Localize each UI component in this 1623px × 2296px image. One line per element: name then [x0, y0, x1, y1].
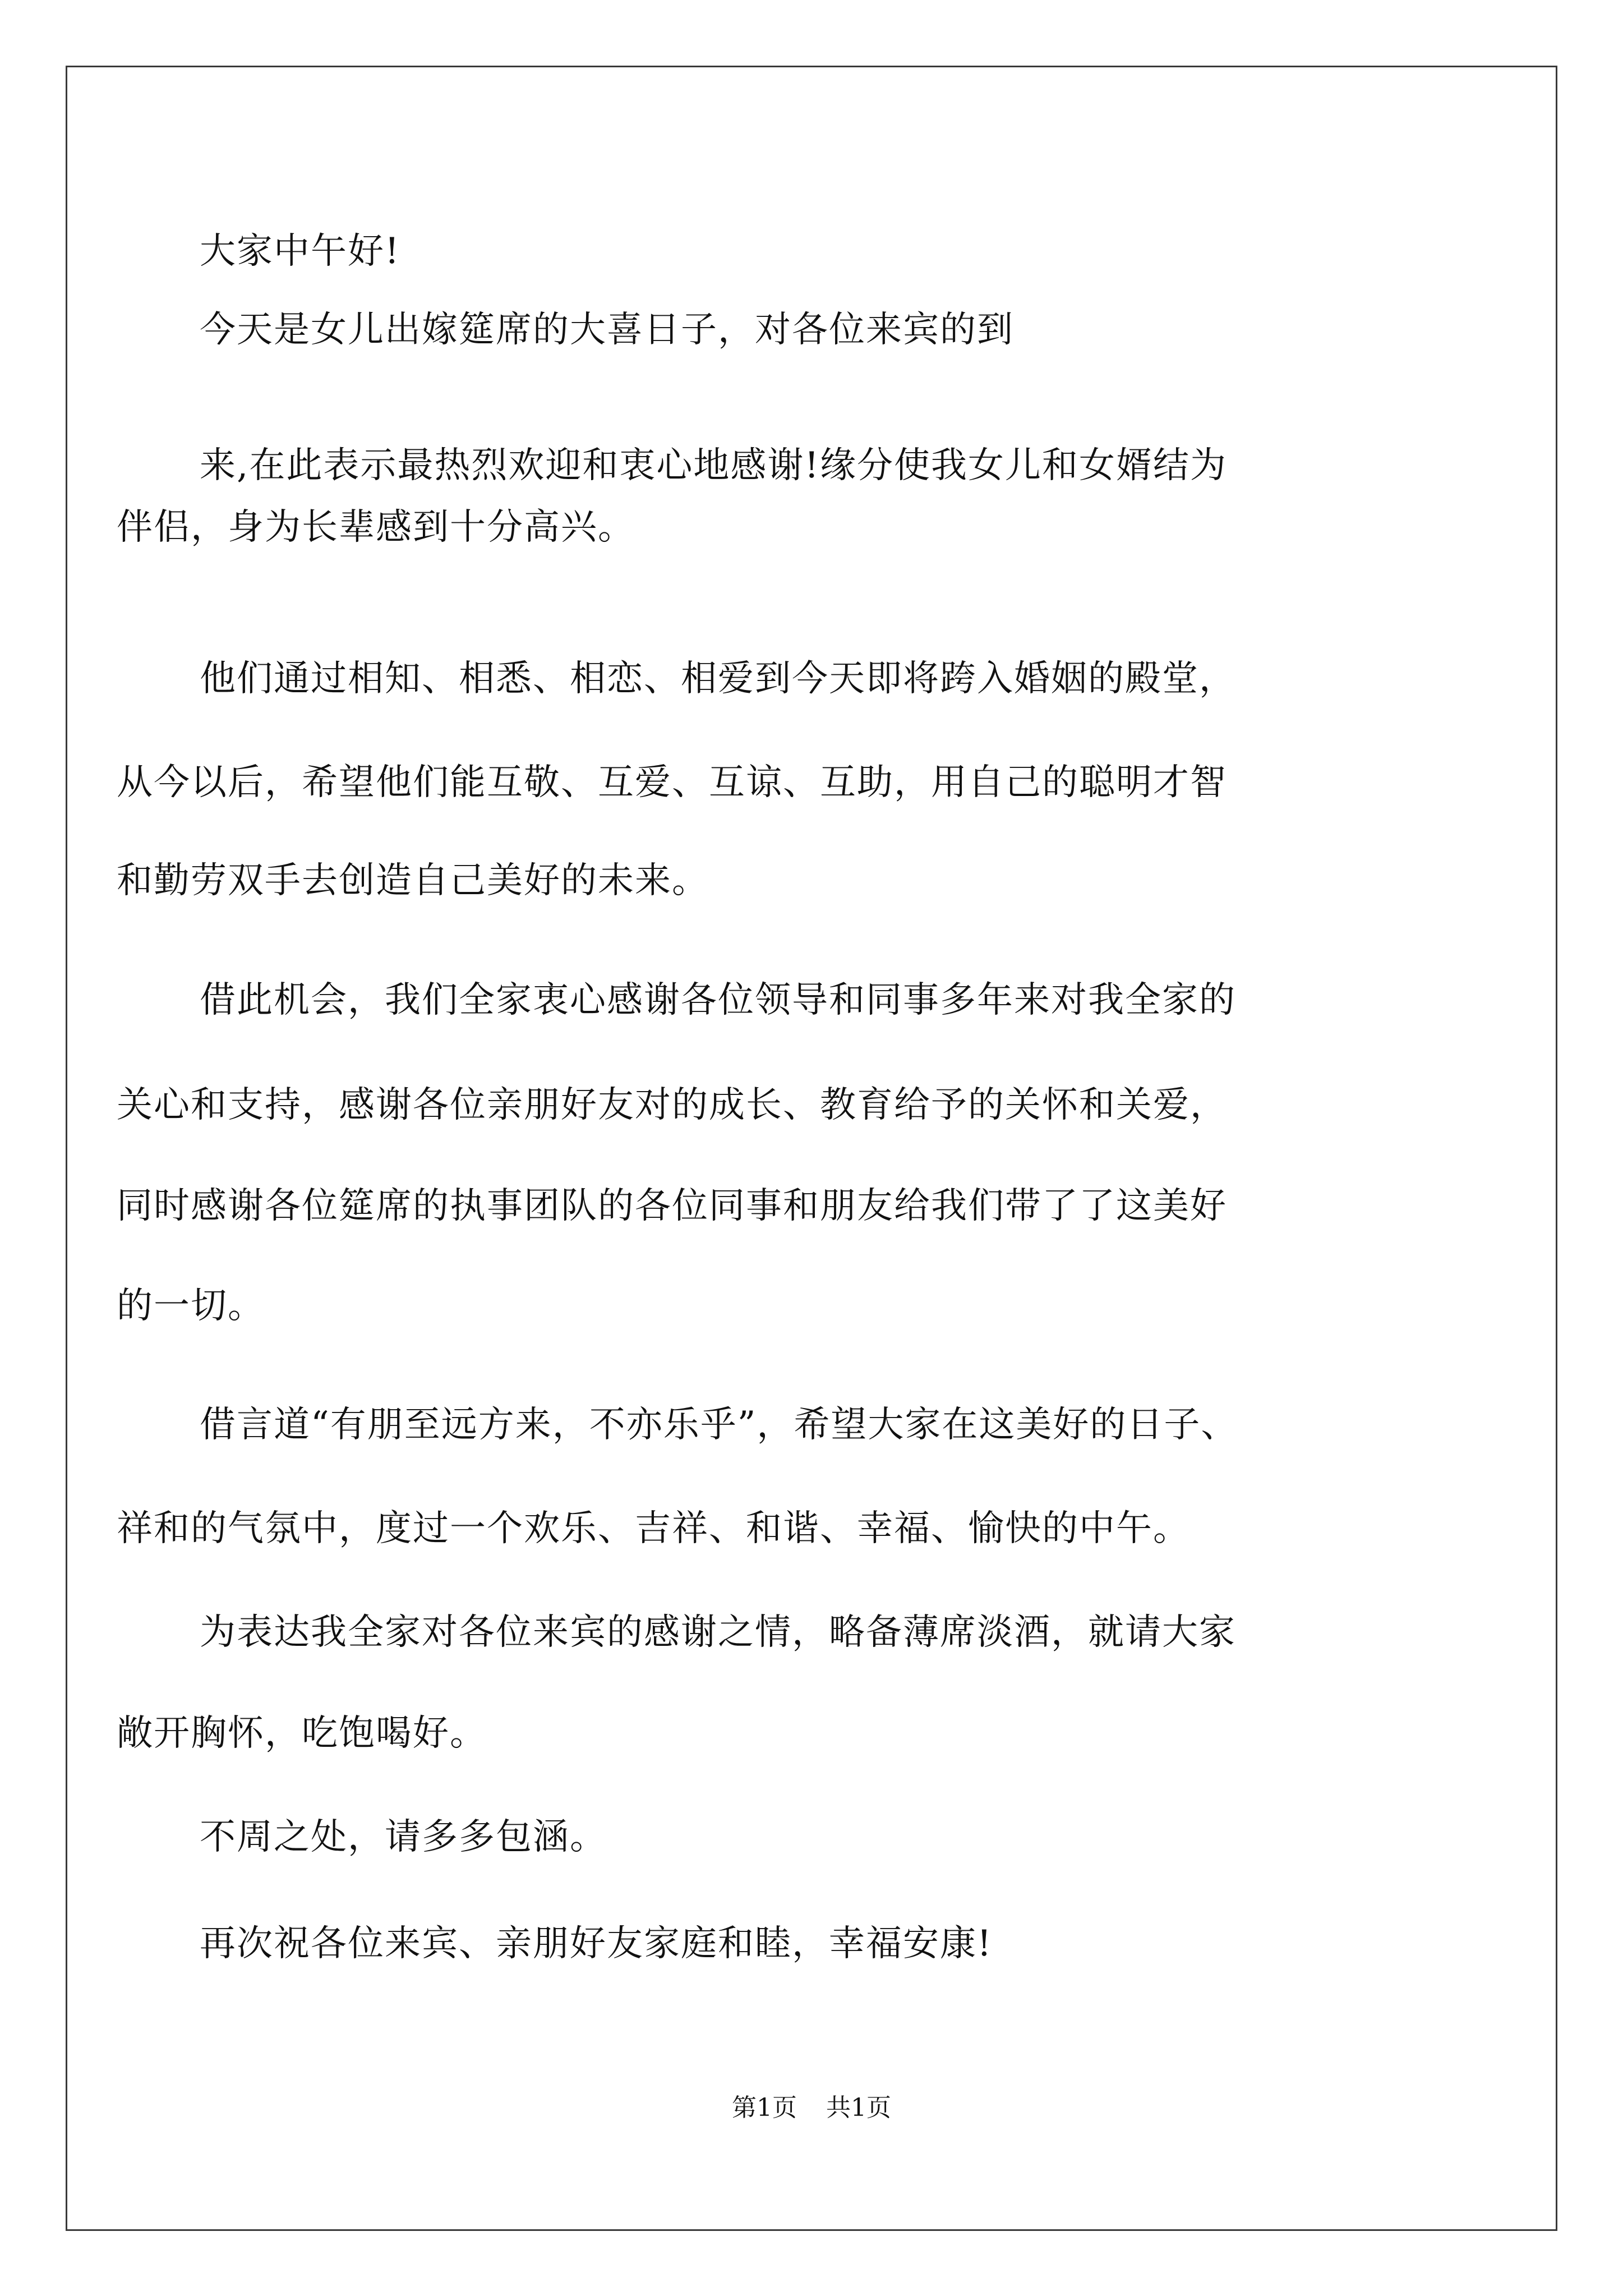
paragraph-line: 借此机会，我们全家衷心感谢各位领导和同事多年来对我全家的 [200, 979, 1236, 1021]
paragraph-line: 和勤劳双手去创造自己美好的未来。 [117, 860, 709, 901]
paragraph-line: 为表达我全家对各位来宾的感谢之情，略备薄席淡酒，就请大家 [200, 1612, 1236, 1653]
paragraph-line: 来,在此表示最热烈欢迎和衷心地感谢!缘分使我女儿和女婿结为 [200, 445, 1228, 486]
paragraph-line: 同时感谢各位筵席的执事团队的各位同事和朋友给我们带了了这美好 [117, 1185, 1227, 1227]
paragraph-line: 伴侣，身为长辈感到十分高兴。 [117, 507, 635, 548]
page-footer [0, 2091, 1623, 2125]
paragraph-line: 借言道“有朋至远方来，不亦乐乎”，希望大家在这美好的日子、 [200, 1404, 1238, 1446]
paragraph-line: 不周之处，请多多包涵。 [200, 1816, 607, 1858]
paragraph-line: 从今以后，希望他们能互敬、互爱、互谅、互助，用自己的聪明才智 [117, 762, 1227, 803]
paragraph-greeting: 大家中午好! [200, 231, 400, 272]
paragraph-line: 敞开胸怀，吃饱喝好。 [117, 1713, 487, 1754]
paragraph-line: 关心和支持，感谢各位亲朋好友对的成长、教育给予的关怀和关爱， [117, 1084, 1227, 1126]
page-border [66, 66, 1557, 2231]
paragraph-closing: 再次祝各位来宾、亲朋好友家庭和睦，幸福安康! [200, 1923, 993, 1964]
paragraph-line: 他们通过相知、相悉、相恋、相爱到今天即将跨入婚姻的殿堂， [200, 658, 1236, 700]
page-total: 共1页 [826, 2093, 891, 2122]
paragraph-line: 今天是女儿出嫁筵席的大喜日子，对各位来宾的到 [200, 309, 1014, 351]
paragraph-line: 的一切。 [117, 1285, 265, 1327]
page-number: 第1页 [732, 2093, 797, 2122]
paragraph-line: 祥和的气氛中，度过一个欢乐、吉祥、和谐、幸福、愉快的中午。 [117, 1508, 1190, 1549]
